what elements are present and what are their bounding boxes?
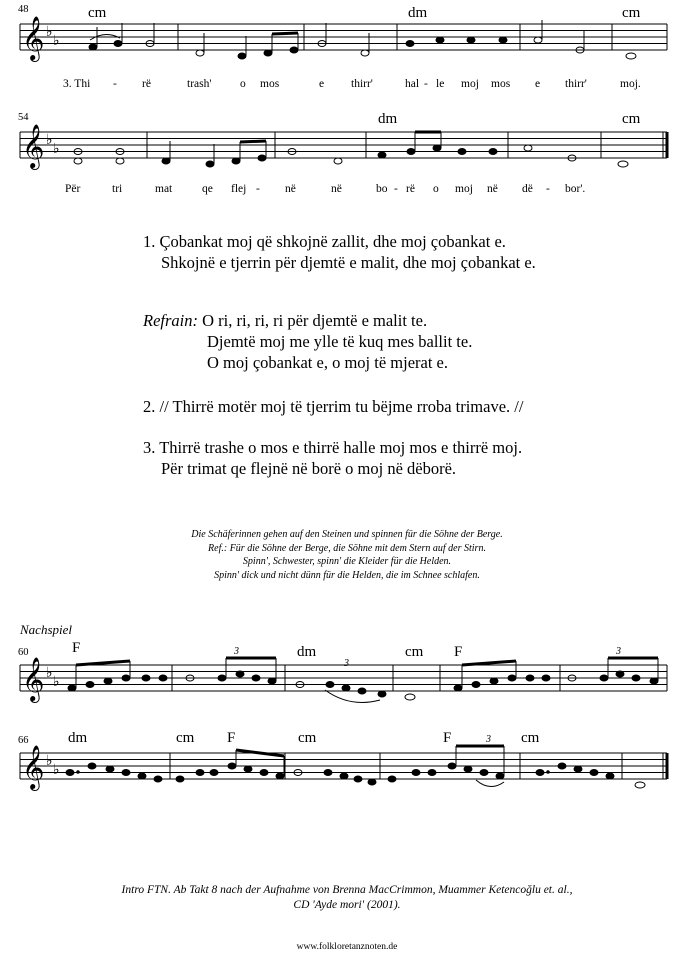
music-staff-system-2 — [0, 108, 694, 188]
lyric-syllable: mos — [260, 78, 280, 90]
lyric-syllable: rë — [142, 78, 151, 90]
lyric-syllable: e — [535, 78, 541, 90]
translation-line: Ref.: Für die Söhne der Berge, die Söhne mit dem Stern auf der Stirn. — [208, 542, 486, 554]
music-staff-system-4 — [0, 728, 694, 808]
lyric-syllable: le — [436, 78, 445, 90]
verse-line: Thirrë trashe o mos e thirrë halle moj mos e thirrë moj. — [159, 438, 523, 457]
lyric-syllable: dë — [522, 183, 533, 195]
lyric-syllable: hal — [405, 78, 420, 90]
chord-label: dm — [68, 730, 88, 746]
lyric-syllable: Për — [65, 183, 81, 195]
measure-number-48: 48 — [18, 4, 29, 15]
verse-3 — [143, 437, 522, 479]
lyric-syllable: mos — [491, 78, 511, 90]
lyric-syllable: - — [113, 78, 117, 90]
chord-label: dm — [378, 111, 398, 127]
chord-label: F — [454, 644, 463, 660]
flat-sign-icon: ♭ — [46, 665, 53, 681]
lyric-syllable: flej — [231, 183, 247, 195]
verse-line: O ri, ri, ri, ri për djemtë e malit te. — [202, 311, 428, 330]
chord-label: cm — [622, 5, 641, 21]
lyric-syllable: moj. — [620, 78, 641, 90]
treble-clef-icon: 𝄞 — [22, 124, 45, 168]
lyric-syllable: qe — [202, 183, 213, 195]
verse-1 — [143, 231, 536, 273]
measure-number-54: 54 — [18, 112, 29, 123]
music-staff-system-3 — [0, 640, 694, 720]
flat-sign-icon: ♭ — [53, 762, 60, 778]
chord-label: dm — [297, 644, 317, 660]
lyric-syllable: - — [394, 183, 398, 195]
lyric-syllable: - — [256, 183, 260, 195]
nachspiel-label: Nachspiel — [20, 622, 72, 637]
lyric-syllable: në — [285, 183, 296, 195]
verse-line: O moj çobankat e, o moj të mjerat e. — [207, 353, 449, 372]
lyric-syllable: tri — [112, 183, 123, 195]
lyric-syllable: e — [319, 78, 325, 90]
lyric-syllable: bo — [376, 183, 388, 195]
verse-line: // Thirrë motër moj të tjerrim tu bëjme rroba trimave. // — [159, 397, 524, 416]
verse-line: Shkojnë e tjerrin për djemtë e malit, dhe moj çobankat e. — [161, 253, 536, 272]
lyric-syllable: në — [487, 183, 498, 195]
verse-line: Çobankat moj që shkojnë zallit, dhe moj çobankat e. — [159, 232, 506, 251]
lyric-syllable: mat — [155, 183, 173, 195]
tuplet-number: 3 — [344, 658, 349, 669]
lyric-syllable: në — [331, 183, 342, 195]
chord-label: cm — [176, 730, 195, 746]
tuplet-number: 3 — [616, 646, 621, 657]
flat-sign-icon: ♭ — [53, 141, 60, 157]
lyric-syllable: - — [546, 183, 550, 195]
lyric-syllable: moj — [461, 78, 479, 90]
source-note-line: Intro FTN. Ab Takt 8 nach der Aufnahme von Brenna MacCrimmon, Muammer Ketencoğlu et. al., — [121, 884, 573, 896]
tuplet-number: 3 — [234, 646, 239, 657]
flat-sign-icon: ♭ — [53, 33, 60, 49]
measure-number-60: 60 — [18, 647, 29, 658]
tuplet-marks — [485, 734, 491, 745]
lyric-syllable: thirr' — [351, 78, 373, 90]
refrain-label: Refrain: — [143, 311, 198, 330]
tuplet-number: 3 — [486, 734, 491, 745]
notes — [89, 20, 636, 59]
lyric-syllable: o — [433, 183, 439, 195]
source-note — [0, 883, 694, 913]
verse-number: 2. — [143, 397, 156, 416]
music-staff-system-1 — [0, 0, 694, 110]
chord-label: F — [443, 730, 452, 746]
chord-label: cm — [622, 111, 641, 127]
flat-sign-icon: ♭ — [46, 132, 53, 148]
lyric-syllable: trash' — [187, 78, 212, 90]
measure-number-66: 66 — [18, 735, 29, 746]
chord-label: F — [227, 730, 236, 746]
refrain — [143, 310, 472, 373]
translation-line: Die Schäferinnen gehen auf den Steinen und spinnen für die Söhne der Berge. — [191, 529, 503, 540]
verse-line: Për trimat qe flejnë në borë o moj në dëborë. — [161, 459, 457, 478]
lyric-syllable: rë — [406, 183, 415, 195]
chord-label: cm — [298, 730, 317, 746]
lyric-syllable: o — [240, 78, 246, 90]
flat-sign-icon: ♭ — [53, 674, 60, 690]
lyric-syllable: bor'. — [565, 183, 586, 195]
website-url: www.folkloretanznoten.de — [296, 942, 398, 952]
verse-number: 3. — [143, 438, 156, 457]
lyric-syllable: moj — [455, 183, 473, 195]
verse-line: Djemtë moj me ylle të kuq mes ballit te. — [207, 332, 473, 351]
treble-clef-icon: 𝄞 — [22, 16, 45, 60]
chord-label: dm — [408, 5, 428, 21]
translation-line: Spinn', Schwester, spinn' die Kleider für die Helden. — [242, 556, 452, 567]
lyric-syllable: - — [424, 78, 428, 90]
lyric-syllable: thirr' — [565, 78, 587, 90]
treble-clef-icon: 𝄞 — [22, 657, 45, 701]
flat-sign-icon: ♭ — [46, 24, 53, 40]
treble-clef-icon: 𝄞 — [22, 745, 45, 789]
verse-number: 1. — [143, 232, 156, 251]
translation-line: Spinn' dick und nicht dünn für die Helden, die im Schnee schlafen. — [214, 569, 480, 581]
source-note-line: CD 'Ayde mori' (2001). — [293, 899, 401, 911]
tuplet-marks — [233, 646, 621, 669]
chord-label: F — [72, 640, 81, 656]
verse-2 — [143, 396, 523, 417]
chord-label: cm — [88, 5, 107, 21]
german-translation — [0, 528, 694, 582]
flat-sign-icon: ♭ — [46, 753, 53, 769]
lyric-syllable: 3. Thi — [63, 78, 91, 90]
chord-label: cm — [405, 644, 424, 660]
chord-label: cm — [521, 730, 540, 746]
